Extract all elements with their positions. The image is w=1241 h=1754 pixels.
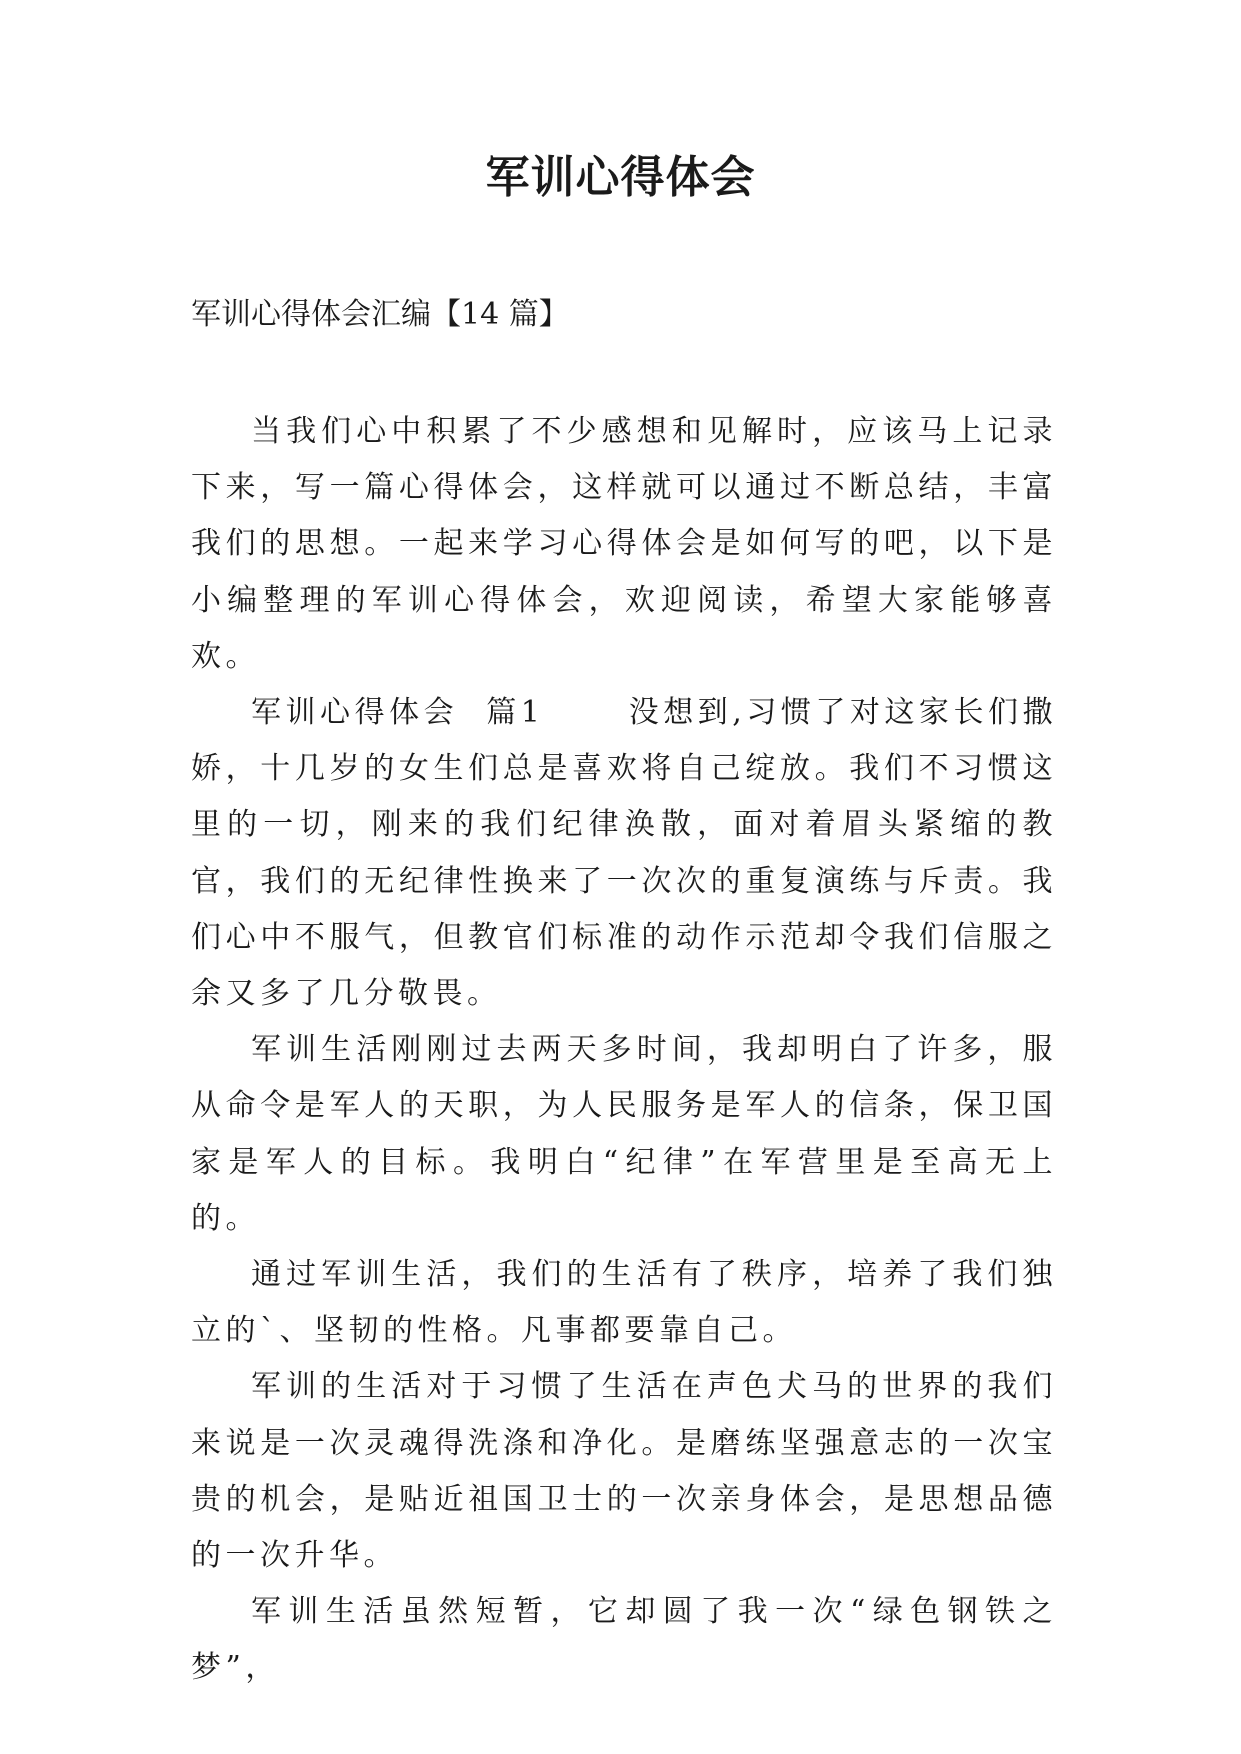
- document-subtitle: 军训心得体会汇编【14 篇】: [191, 297, 569, 332]
- document-body: [191, 404, 1057, 1697]
- paragraph-5: 军训生活虽然短暂，它却圆了我一次“绿色钢铁之梦”，: [191, 1594, 1057, 1686]
- paragraph-4: 军训的生活对于习惯了生活在声色犬马的世界的我们来说是一次灵魂得洗涤和净化。是磨练坚强意志的一次宝贵的机会，是贴近祖国卫士的一次亲身体会，是思想品德的一次升华。: [191, 1369, 1057, 1574]
- paragraph-intro: 当我们心中积累了不少感想和见解时，应该马上记录下来，写一篇心得体会，这样就可以通过不断总结，丰富我们的思想。一起来学习心得体会是如何写的吧，以下是小编整理的军训心得体会，欢迎阅读，希望大家能够喜欢。: [191, 414, 1057, 674]
- paragraph-1: 军训心得体会 篇1 没想到,习惯了对这家长们撒娇，十几岁的女生们总是喜欢将自己绽放。我们不习惯这里的一切，刚来的我们纪律涣散，面对着眉头紧缩的教官，我们的无纪律性换来了一次次的重复演练与斥责。我们心中不服气，但教官们标准的动作示范却令我们信服之余又多了几分敬畏。: [191, 695, 1057, 1012]
- document-title: 军训心得体会: [485, 152, 756, 203]
- paragraph-2: 军训生活刚刚过去两天多时间，我却明白了许多，服从命令是军人的天职，为人民服务是军人的信条，保卫国家是军人的目标。我明白“纪律”在军营里是至高无上的。: [191, 1032, 1057, 1236]
- paragraph-3: 通过军训生活，我们的生活有了秩序，培养了我们独立的`、坚韧的性格。凡事都要靠自己。: [191, 1257, 1057, 1349]
